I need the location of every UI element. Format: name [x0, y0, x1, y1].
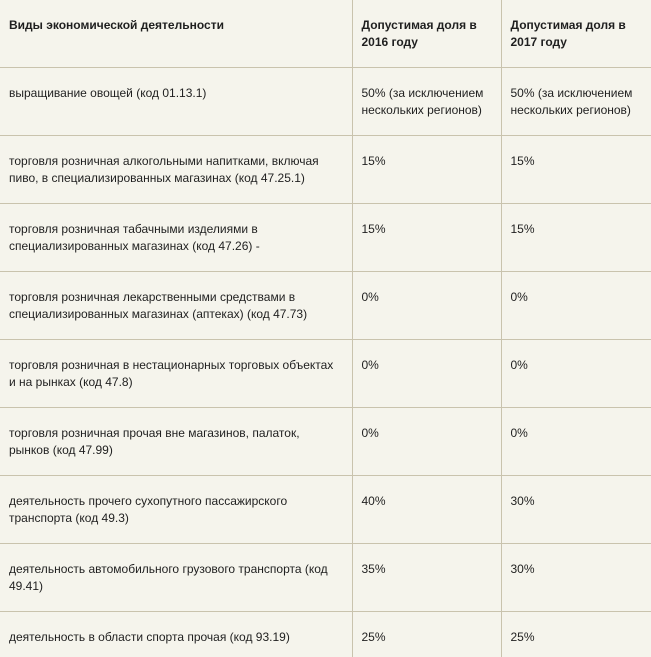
cell-share-2016: 25% [352, 612, 501, 657]
cell-share-2016: 15% [352, 204, 501, 272]
header-share-2016: Допустимая доля в 2016 году [352, 0, 501, 68]
cell-activity: торговля розничная табачными изделиями в специализированных магазинах (код 47.26) - [0, 204, 352, 272]
table-row [0, 476, 651, 544]
table-row [0, 612, 651, 657]
cell-share-2016: 35% [352, 544, 501, 612]
cell-share-2017: 30% [501, 476, 651, 544]
cell-share-2016: 50% (за исключением нескольких регионов) [352, 68, 501, 136]
cell-share-2016: 40% [352, 476, 501, 544]
cell-activity: деятельность автомобильного грузового транспорта (код 49.41) [0, 544, 352, 612]
table-row [0, 68, 651, 136]
cell-share-2016: 0% [352, 340, 501, 408]
cell-share-2016: 0% [352, 408, 501, 476]
table-row [0, 204, 651, 272]
cell-activity: торговля розничная алкогольными напитками, включая пиво, в специализированных магазинах (код 47.25.1) [0, 136, 352, 204]
cell-activity: торговля розничная в нестационарных торговых объектах и на рынках (код 47.8) [0, 340, 352, 408]
cell-share-2017: 0% [501, 272, 651, 340]
cell-share-2017: 50% (за исключением нескольких регионов) [501, 68, 651, 136]
header-share-2017: Допустимая доля в 2017 году [501, 0, 651, 68]
cell-activity: торговля розничная лекарственными средствами в специализированных магазинах (аптеках) (код 47.73) [0, 272, 352, 340]
table-row [0, 272, 651, 340]
cell-share-2017: 0% [501, 408, 651, 476]
table-row [0, 340, 651, 408]
cell-activity: торговля розничная прочая вне магазинов, палаток, рынков (код 47.99) [0, 408, 352, 476]
cell-share-2017: 30% [501, 544, 651, 612]
cell-activity: выращивание овощей (код 01.13.1) [0, 68, 352, 136]
cell-share-2017: 15% [501, 136, 651, 204]
cell-activity: деятельность в области спорта прочая (код 93.19) [0, 612, 352, 657]
header-activity: Виды экономической деятельности [0, 0, 352, 68]
cell-share-2016: 15% [352, 136, 501, 204]
cell-share-2016: 0% [352, 272, 501, 340]
cell-share-2017: 25% [501, 612, 651, 657]
cell-share-2017: 15% [501, 204, 651, 272]
table-row [0, 544, 651, 612]
cell-activity: деятельность прочего сухопутного пассажирского транспорта (код 49.3) [0, 476, 352, 544]
table-header-row [0, 0, 651, 68]
cell-share-2017: 0% [501, 340, 651, 408]
table-row [0, 408, 651, 476]
table-row [0, 136, 651, 204]
